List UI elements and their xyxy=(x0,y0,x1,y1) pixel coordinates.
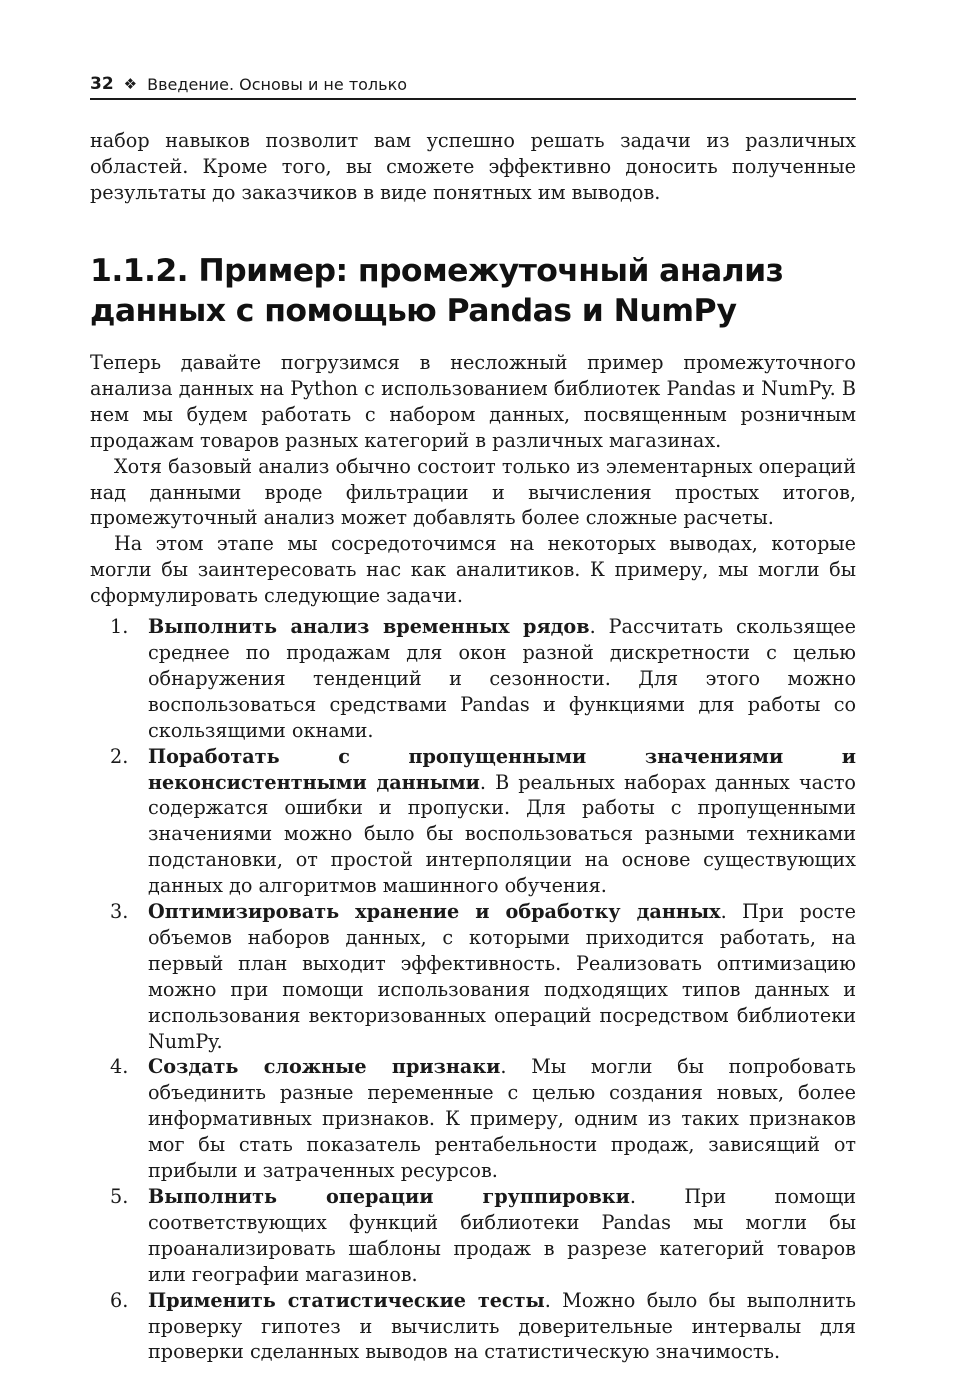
list-number: 5. xyxy=(110,1185,129,1208)
list-number: 3. xyxy=(110,900,129,924)
task-list xyxy=(90,614,856,1365)
list-item xyxy=(90,614,856,744)
running-head xyxy=(90,70,856,100)
task-title: Оптимизировать хранение и обработку данных xyxy=(148,900,721,924)
task-title: Применить статистические тесты xyxy=(148,1288,545,1312)
section-body xyxy=(90,350,856,1365)
list-item xyxy=(90,744,856,899)
list-item xyxy=(90,899,856,1054)
intro-paragraph: набор навыков позволит вам успешно решать задачи из различных областей. Кроме того, вы сможете эффективно доносить полученные результаты до заказчиков в виде понятных им выводов. xyxy=(90,129,856,204)
ornament-icon: ❖ xyxy=(123,75,138,93)
list-item xyxy=(90,1288,856,1366)
list-item xyxy=(90,1184,856,1288)
list-item xyxy=(90,1054,856,1184)
task-title: Выполнить анализ временных рядов xyxy=(148,615,590,639)
section-title: 1.1.2. Пример: промежуточный анализ данных с помощью Pandas и NumPy xyxy=(90,253,784,329)
task-text: . Можно было бы выполнить проверку гипотез и вычислить доверительные интервалы для проверки сделанных выводов на статистическую значимость. xyxy=(148,1288,856,1364)
running-head-title: Введение. Основы и не только xyxy=(147,74,408,94)
task-text: . Мы могли бы попробовать объединить разные переменные с целью создания новых, более информативных признаков. К примеру, одним из таких признаков мог бы стать показатель рентабельности продаж, зависящий от прибыли и затраченных ресурсов. xyxy=(148,1055,856,1183)
list-number: 2. xyxy=(110,744,129,768)
paragraph: На этом этапе мы сосредоточимся на некоторых выводах, которые могли бы заинтересовать нас как аналитиков. К примеру, мы могли бы сформулировать следующие задачи. xyxy=(90,532,856,608)
task-text: . Рассчитать скользящее среднее по продажам для окон разной дискретности с целью обнаружения тенденций и сезонности. Для этого можно воспользоваться средствами Pandas и функциями для работы со скользящими окнами. xyxy=(148,615,856,742)
list-number: 6. xyxy=(110,1288,129,1312)
task-title: Выполнить операции группировки xyxy=(148,1185,630,1208)
paragraph: Хотя базовый анализ обычно состоит только из элементарных операций над данными вроде фильтрации и вычисления простых итогов, промежуточный анализ может добавлять более сложные расчеты. xyxy=(90,454,856,530)
list-number: 4. xyxy=(110,1055,129,1079)
task-text: . При помощи соответствующих функций библиотеки Pandas мы могли бы проанализировать шаблоны продаж в разрезе категорий товаров или географии магазинов. xyxy=(148,1185,856,1286)
list-number: 1. xyxy=(110,615,129,639)
task-text: . В реальных наборах данных часто содержатся ошибки и пропуски. Для работы с пропущенными значениями можно было бы воспользоваться разными техниками подстановки, от простой интерполяции на основе существующих данных до алгоритмов машинного обучения. xyxy=(148,770,856,898)
task-title: Поработать с пропущенными значениями и неконсистентными данными xyxy=(148,744,856,794)
task-text: . При росте объемов наборов данных, с которыми приходится работать, на первый план выходит эффективность. Реализовать оптимизацию можно при помощи использования подходящих типов данных и использования векторизованных операций посредством библиотеки NumPy. xyxy=(148,900,857,1053)
paragraph: Теперь давайте погрузимся в несложный пример промежуточного анализа данных на Python с использованием библиотек Pandas и NumPy. В нем мы будем работать с набором данных, посвященным розничным продажам товаров разных категорий в различных магазинах. xyxy=(90,351,856,452)
task-title: Создать сложные признаки xyxy=(148,1055,501,1079)
page-number: 32 xyxy=(90,74,114,94)
